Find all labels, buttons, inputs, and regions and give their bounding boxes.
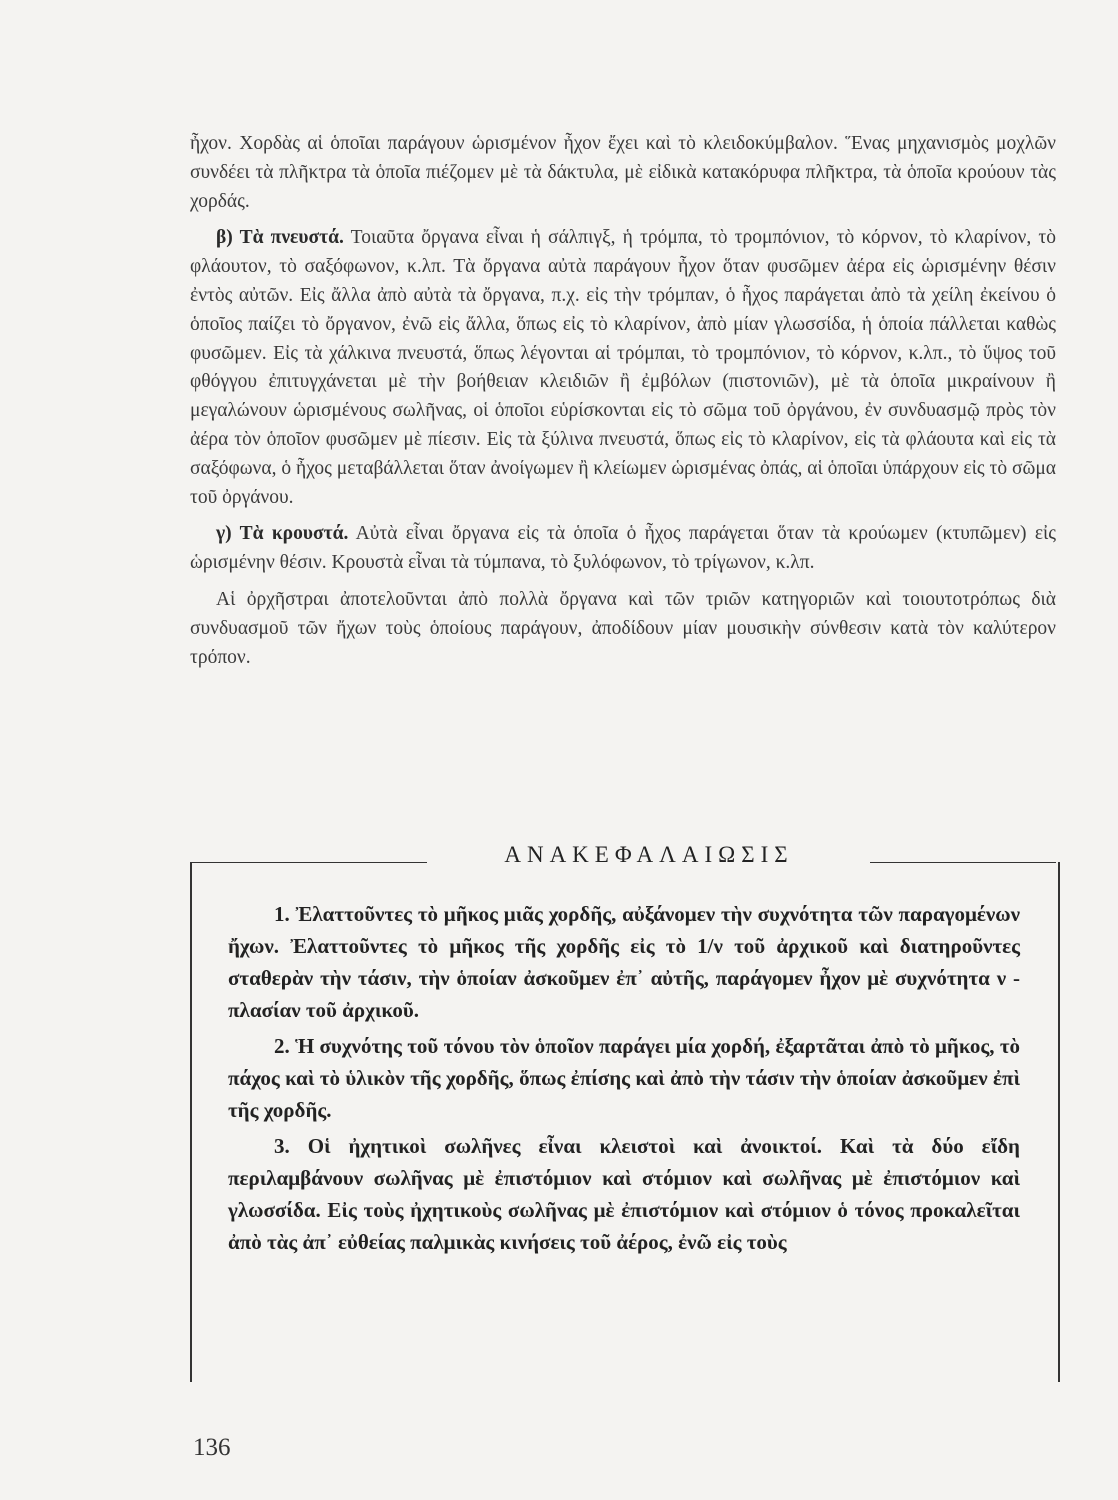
percussion-heading: γ) Τὰ κρουστά. [216, 523, 349, 545]
paragraph-percussion-instruments [190, 520, 1056, 578]
summary-item-3: 3. Οἱ ἠχητικοὶ σωλῆνες εἶναι κλειστοὶ καὶ ἀνοικτοί. Καὶ τὰ δύο εἴδη περιλαμβάνουν σωλῆνας μὲ ἐπιστόμιον καὶ στόμιον καὶ σωλῆνας μὲ ἐπιστόμιον καὶ γλωσσίδα. Εἰς τοὺς ἠχητικοὺς σωλῆνας μὲ ἐπιστόμιον καὶ στόμιον ὁ τόνος προκαλεῖται ἀπὸ τὰς ἀπ᾿ εὐθείας παλμικὰς κινήσεις τοῦ ἀέρος, ἐνῶ εἰς τοὺς [228, 1134, 1020, 1254]
percussion-text: Αὐτὰ εἶναι ὄργανα εἰς τὰ ὁποῖα ὁ ἦχος παράγεται ὅταν τὰ κρούωμεν (κτυπῶμεν) εἰς ὡρισμένην θέσιν. Κρουστὰ εἶναι τὰ τύμπανα, τὸ ξυλόφωνον, τὸ τρίγωνον, κ.λπ. [190, 523, 1056, 574]
main-text [190, 130, 1056, 672]
summary-list [228, 898, 1020, 1262]
paragraph-wind-instruments [190, 224, 1056, 512]
paragraph-orchestras: Αἱ ὀρχῆστραι ἀποτελοῦνται ἀπὸ πολλὰ ὄργανα καὶ τῶν τριῶν κατηγοριῶν καὶ τοιουτοτρόπως διὰ συνδυασμοῦ τῶν ἤχων τοὺς ὁποίους παράγουν, ἀποδίδουν μίαν μουσικὴν σύνθεσιν κατὰ τὸν καλύτερον τρόπον. [190, 588, 1056, 668]
summary-item-1: 1. Ἐλαττοῦντες τὸ μῆκος μιᾶς χορδῆς, αὐξάνομεν τὴν συχνότητα τῶν παραγομένων ἤχων. Ἐλαττοῦντες τὸ μῆκος τῆς χορδῆς εἰς τὸ 1/ν τοῦ ἀρχικοῦ καὶ διατηροῦντες σταθερὰν τὴν τάσιν, τὴν ὁποίαν ἀσκοῦμεν ἐπ᾿ αὐτῆς, παράγομεν ἦχον μὲ συχνότητα ν - πλασίαν τοῦ ἀρχικοῦ. [228, 902, 1020, 1022]
page-number: 136 [193, 1434, 231, 1461]
wind-text: Τοιαῦτα ὄργανα εἶναι ἡ σάλπιγξ, ἡ τρόμπα, τὸ τρομπόνιον, τὸ κόρνον, τὸ κλαρίνον, τὸ φλάουτον, τὸ σαξόφωνον, κ.λπ. Τὰ ὄργανα αὐτὰ παράγουν ἦχον ὅταν φυσῶμεν ἀέρα εἰς ὡρισμένην θέσιν ἐντὸς αὐτῶν. Εἰς ἄλλα ἀπὸ αὐτὰ τὰ ὄργανα, π.χ. εἰς τὴν τρόμπαν, ὁ ἦχος παράγεται ἀπὸ τὰ χείλη ἐκείνου ὁ ὁποῖος παίζει τὸ ὄργανον, ἐνῶ εἰς ἄλλα, ὅπως εἰς τὸ κλαρίνον, ἀπὸ μίαν γλωσσίδα, ἡ ὁποία πάλλεται καθὼς φυσῶμεν. Εἰς τὰ χάλκινα πνευστά, ὅπως λέγονται αἱ τρόμπαι, τὸ τρομπόνιον, τὸ κόρνον, κ.λπ., τὸ ὕψος τοῦ φθόγγου ἐπιτυγχάνεται μὲ τὴν βοήθειαν κλειδιῶν ἢ ἐμβόλων (πιστονιῶν), μὲ τὰ ὁποῖα μικραίνουν ἢ μεγαλώνουν ὡρισμένους σωλῆνας, οἱ ὁποῖοι εὑρίσκονται εἰς τὸ σῶμα τοῦ ὀργάνου, ἐν συνδυασμῷ πρὸς τὸν ἀέρα τὸν ὁποῖον φυσῶμεν μὲ πίεσιν. Εἰς τὰ ξύλινα πνευστά, ὅπως εἰς τὸ κλαρίνον, εἰς τὰ φλάουτα καὶ εἰς τὰ σαξόφωνα, ὁ ἦχος μεταβάλλεται ὅταν ἀνοίγωμεν ἢ κλείωμεν ὡρισμένας ὀπάς, αἱ ὁποῖαι ὑπάρχουν εἰς τὸ σῶμα τοῦ ὀργάνου. [190, 227, 1056, 508]
wind-heading: β) Τὰ πνευστά. [216, 227, 344, 249]
summary-title: ΑΝΑΚΕΦΑΛΑΙΩΣΙΣ [504, 842, 794, 867]
summary-item-2: 2. Ἡ συχνότης τοῦ τόνου τὸν ὁποῖον παράγει μία χορδή, ἐξαρτᾶται ἀπὸ τὸ μῆκος, τὸ πάχος καὶ τὸ ὑλικὸν τῆς χορδῆς, ὅπως ἐπίσης καὶ ἀπὸ τὴν τάσιν τὴν ὁποίαν ἀσκοῦμεν ἐπὶ τῆς χορδῆς. [228, 1034, 1020, 1122]
paragraph-keyboard: ἦχον. Χορδὰς αἱ ὁποῖαι παράγουν ὡρισμένον ἦχον ἔχει καὶ τὸ κλειδοκύμβαλον. Ἕνας μηχανισμὸς μοχλῶν συνδέει τὰ πλῆκτρα τὰ ὁποῖα πιέζομεν μὲ τὰ δάκτυλα, μὲ εἰδικὰ κατακόρυφα πλῆκτρα, τὰ ὁποῖα κρούουν τὰς χορδάς. [190, 133, 1056, 212]
